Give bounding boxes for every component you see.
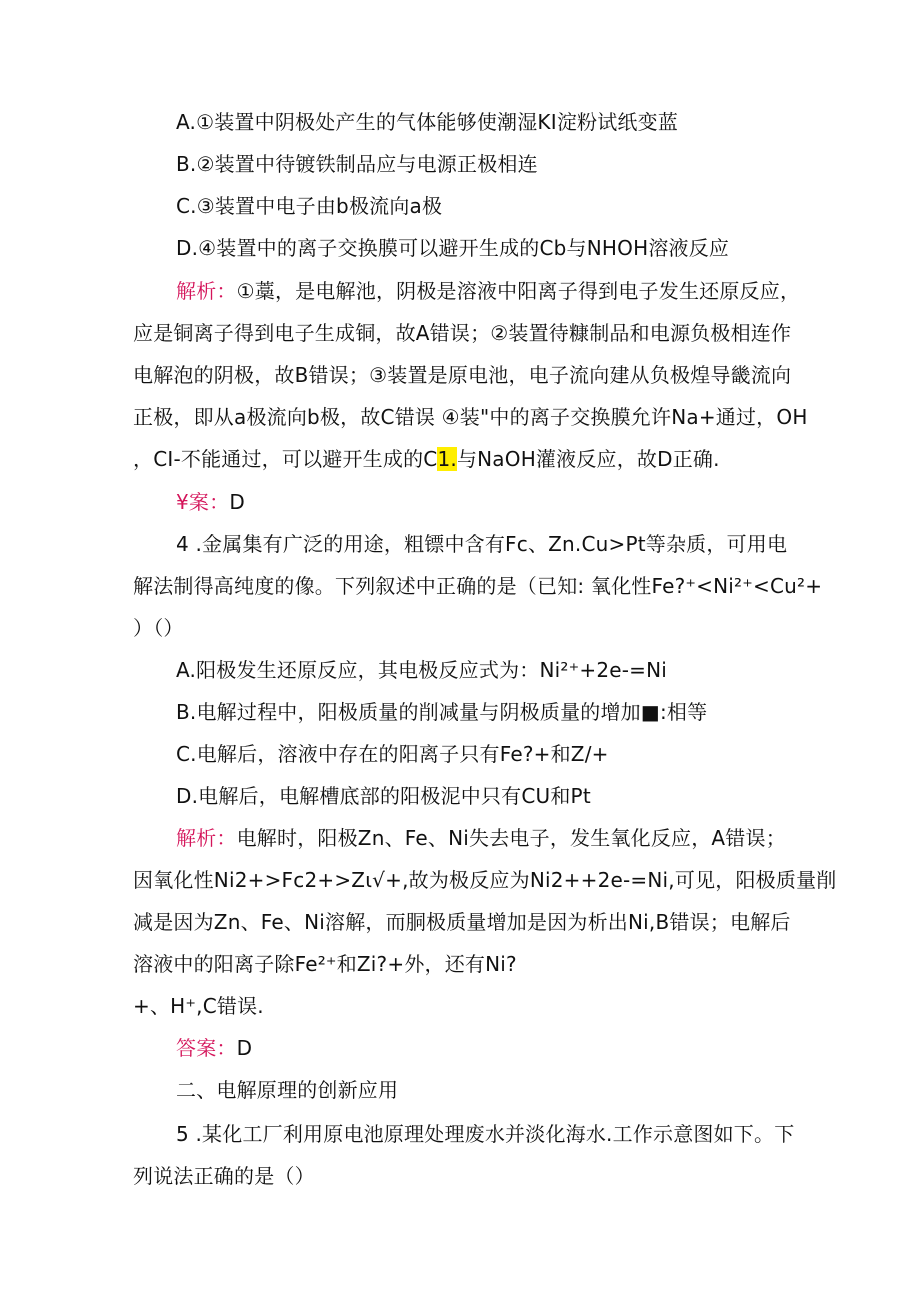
q5-stem-line-2: 列说法正确的是（） (133, 1164, 315, 1188)
q3-option-c: C.③装置中电子由b极流向a极 (176, 194, 443, 218)
q4-answer (176, 1034, 252, 1062)
q4-analysis-line-3: 减是因为Zn、Fe、Ni溶解，而胴极质量增加是因为析出Ni,B错误；电解后 (133, 910, 791, 934)
q4-option-b: B.电解过程中，阳极质量的削减量与阴极质量的增加■:相等 (176, 700, 708, 724)
q4-analysis-line-2: 因氧化性Ni2+>Fc2+>Zι√+,故为极反应为Ni2++2e-=Ni,可见，阳极质量削 (133, 868, 837, 892)
q4-stem-line-2: 解法制得高纯度的像。下列叙述中正确的是（已知: 氧化性Fe?⁺<Ni²⁺<Cu²+ (133, 574, 823, 598)
answer-label: 答案： (176, 1036, 237, 1060)
q3-analysis-text: ①藁，是电解池，阴极是溶液中阳离子得到电子发生还原反应， (236, 279, 801, 303)
q3-analysis-line-5-post: 与NaOH灌液反应，故D正确. (456, 447, 720, 471)
q3-analysis-line-5-pre: ，CI-不能通过，可以避开生成的C (133, 447, 438, 471)
q4-option-a: A.阳极发生还原反应，其电极反应式为：Ni²⁺+2e-=Ni (176, 658, 668, 682)
q3-analysis-line-5 (133, 445, 720, 473)
section-heading: 二、电解原理的创新应用 (176, 1078, 399, 1102)
q3-option-a: A.①装置中阴极处产生的气体能够使潮湿KI淀粉试纸变蓝 (176, 110, 679, 134)
q3-analysis-line-2: 应是铜离子得到电子生成铜，故A错误；②装置待糠制品和电源负极相连作 (133, 321, 792, 345)
q4-analysis-text: 电解时，阳极Zn、Fe、Ni失去电子，发生氧化反应，A错误； (236, 826, 786, 850)
analysis-label: 解析： (176, 279, 237, 303)
analysis-label: 解析： (176, 826, 237, 850)
q4-analysis-line-4: 溶液中的阳离子除Fe²⁺和Zi?+外，还有Ni? (133, 952, 517, 976)
q3-option-b: B.②装置中待镀铁制品应与电源正极相连 (176, 152, 538, 176)
answer-label: ¥案： (176, 490, 230, 514)
q3-analysis-line-4: 正极，即从a极流向b极，故C错误 ④装"中的离子交换膜允许Na+通过，OH (133, 405, 808, 429)
q4-stem-line-3: ）（） (133, 616, 184, 640)
highlighted-text: 1. (437, 447, 457, 471)
q4-analysis-line-5: +、H⁺,C错误. (133, 994, 264, 1018)
q4-option-d: D.电解后，电解槽底部的阳极泥中只有CU和Pt (176, 784, 591, 808)
q5-stem-line-1: 5 .某化工厂利用原电池原理处理废水并淡化海水.工作示意图如下。下 (176, 1122, 795, 1146)
answer-value: D (236, 1036, 253, 1060)
q3-answer (176, 488, 245, 516)
q4-analysis-line-1 (176, 824, 786, 852)
q3-analysis-line-1 (176, 277, 800, 305)
q4-stem-line-1: 4 .金属集有广泛的用途，粗镖中含有Fc、Zn.Cu>Pt等杂质，可用电 (176, 532, 788, 556)
answer-value: D (229, 490, 245, 514)
q4-option-c: C.电解后，溶液中存在的阳离子只有Fe?+和Z/+ (176, 742, 609, 766)
q3-analysis-line-3: 电解泡的阴极，故B错误；③装置是原电池，电子流向建从负极煌导畿流向 (133, 363, 792, 387)
q3-option-d: D.④装置中的离子交换膜可以避开生成的Cb与NHOH溶液反应 (176, 236, 730, 260)
